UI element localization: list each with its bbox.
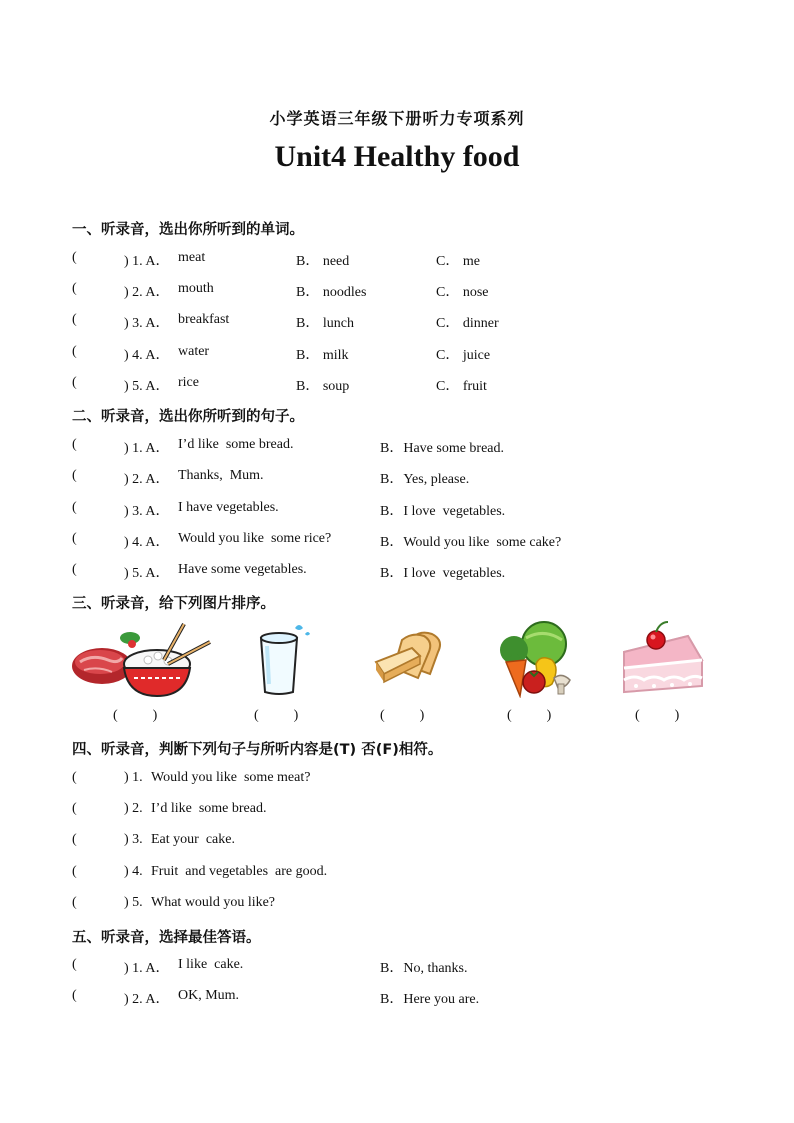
option-b: B．I love vegetables.: [380, 504, 506, 519]
option-a: I’d like some bread.: [178, 437, 294, 452]
section-5-item-2: [72, 988, 752, 1008]
cake-icon: [620, 620, 706, 696]
picture-2-blank[interactable]: ( ): [254, 708, 299, 723]
option-b: B．Have some bread.: [380, 441, 505, 456]
section-1-heading: 一、听录音，选出你所听到的单词。: [72, 222, 304, 238]
item-number: ) 4. A．: [124, 348, 170, 363]
section-1-item-2: [72, 281, 752, 301]
section-4-item-1: [72, 770, 752, 790]
section-2-heading: 二、听录音，选出你所听到的句子。: [72, 409, 304, 425]
item-number: ) 4.: [124, 864, 143, 879]
option-c: C． dinner: [436, 316, 499, 331]
item-number: ) 4. A．: [124, 535, 170, 550]
option-b: B． noodles: [296, 285, 367, 300]
section-2-item-2: [72, 468, 752, 488]
item-number: ) 1. A．: [124, 254, 170, 269]
section-1-item-4: [72, 344, 752, 364]
answer-blank[interactable]: (: [72, 832, 77, 847]
item-number: ) 1.: [124, 770, 143, 785]
answer-blank[interactable]: (: [72, 437, 77, 452]
statement: I’d like some bread.: [151, 801, 267, 816]
section-5-heading: 五、听录音，选择最佳答语。: [72, 930, 261, 946]
option-b: B． lunch: [296, 316, 354, 331]
picture-5-blank[interactable]: ( ): [635, 708, 680, 723]
item-number: ) 1. A．: [124, 961, 170, 976]
answer-blank[interactable]: (: [72, 468, 77, 483]
picture-4-blank[interactable]: ( ): [507, 708, 552, 723]
option-a: I have vegetables.: [178, 500, 279, 515]
section-4-item-2: [72, 801, 752, 821]
item-number: ) 5. A．: [124, 379, 170, 394]
option-c: C． fruit: [436, 379, 487, 394]
statement: Fruit and vegetables are good.: [151, 864, 328, 879]
option-a: Thanks, Mum.: [178, 468, 264, 483]
section-1-item-5: [72, 375, 752, 395]
option-b: B． milk: [296, 348, 349, 363]
section-5-item-1: [72, 957, 752, 977]
option-a: meat: [178, 250, 206, 265]
answer-blank[interactable]: (: [72, 250, 77, 265]
answer-blank[interactable]: (: [72, 562, 77, 577]
item-number: ) 2.: [124, 801, 143, 816]
statement: Would you like some meat?: [151, 770, 311, 785]
answer-blank[interactable]: (: [72, 801, 77, 816]
option-a: I like cake.: [178, 957, 244, 972]
answer-blank[interactable]: (: [72, 770, 77, 785]
worksheet-subtitle: 小学英语三年级下册听力专项系列: [269, 109, 525, 128]
option-b: B． soup: [296, 379, 350, 394]
vegetables-icon: [496, 618, 576, 698]
meat-and-rice-icon: [72, 620, 212, 698]
option-c: C． juice: [436, 348, 491, 363]
section-1-item-1: [72, 250, 752, 270]
answer-blank[interactable]: (: [72, 988, 77, 1003]
option-b: B． need: [296, 254, 350, 269]
worksheet-title: Unit4 Healthy food: [274, 140, 520, 173]
section-2-item-3: [72, 500, 752, 520]
option-b: B．Would you like some cake?: [380, 535, 562, 550]
answer-blank[interactable]: (: [72, 864, 77, 879]
picture-3-blank[interactable]: ( ): [380, 708, 425, 723]
statement: What would you like?: [151, 895, 276, 910]
option-c: C． nose: [436, 285, 489, 300]
answer-blank[interactable]: (: [72, 895, 77, 910]
option-a: Would you like some rice?: [178, 531, 332, 546]
answer-blank[interactable]: (: [72, 957, 77, 972]
glass-of-water-icon: [255, 620, 315, 698]
option-a: Have some vegetables.: [178, 562, 307, 577]
answer-blank[interactable]: (: [72, 375, 77, 390]
answer-blank[interactable]: (: [72, 531, 77, 546]
option-a: water: [178, 344, 210, 359]
section-4-item-5: [72, 895, 752, 915]
section-4-heading: 四、听录音，判断下列句子与所听内容是(T) 否(F)相符。: [72, 742, 443, 758]
section-2-item-5: [72, 562, 752, 582]
answer-blank[interactable]: (: [72, 500, 77, 515]
option-c: C． me: [436, 254, 480, 269]
bread-icon: [372, 628, 446, 686]
section-2-item-4: [72, 531, 752, 551]
item-number: ) 2. A．: [124, 285, 170, 300]
section-4-item-4: [72, 864, 752, 884]
item-number: ) 5. A．: [124, 566, 170, 581]
option-a: OK, Mum.: [178, 988, 240, 1003]
answer-blank[interactable]: (: [72, 344, 77, 359]
option-a: rice: [178, 375, 199, 390]
answer-blank[interactable]: (: [72, 281, 77, 296]
item-number: ) 1. A．: [124, 441, 170, 456]
option-a: breakfast: [178, 312, 230, 327]
section-4-item-3: [72, 832, 752, 852]
option-b: B．No, thanks.: [380, 961, 468, 976]
section-1-item-3: [72, 312, 752, 332]
item-number: ) 2. A．: [124, 992, 170, 1007]
option-a: mouth: [178, 281, 214, 296]
item-number: ) 3. A．: [124, 316, 170, 331]
section-2-item-1: [72, 437, 752, 457]
picture-1-blank[interactable]: ( ): [113, 708, 158, 723]
section-3-heading: 三、听录音，给下列图片排序。: [72, 596, 275, 612]
item-number: ) 3.: [124, 832, 143, 847]
answer-blank[interactable]: (: [72, 312, 77, 327]
option-b: B．Yes, please.: [380, 472, 470, 487]
option-b: B．I love vegetables.: [380, 566, 506, 581]
item-number: ) 5.: [124, 895, 143, 910]
item-number: ) 3. A．: [124, 504, 170, 519]
item-number: ) 2. A．: [124, 472, 170, 487]
statement: Eat your cake.: [151, 832, 235, 847]
option-b: B．Here you are.: [380, 992, 480, 1007]
